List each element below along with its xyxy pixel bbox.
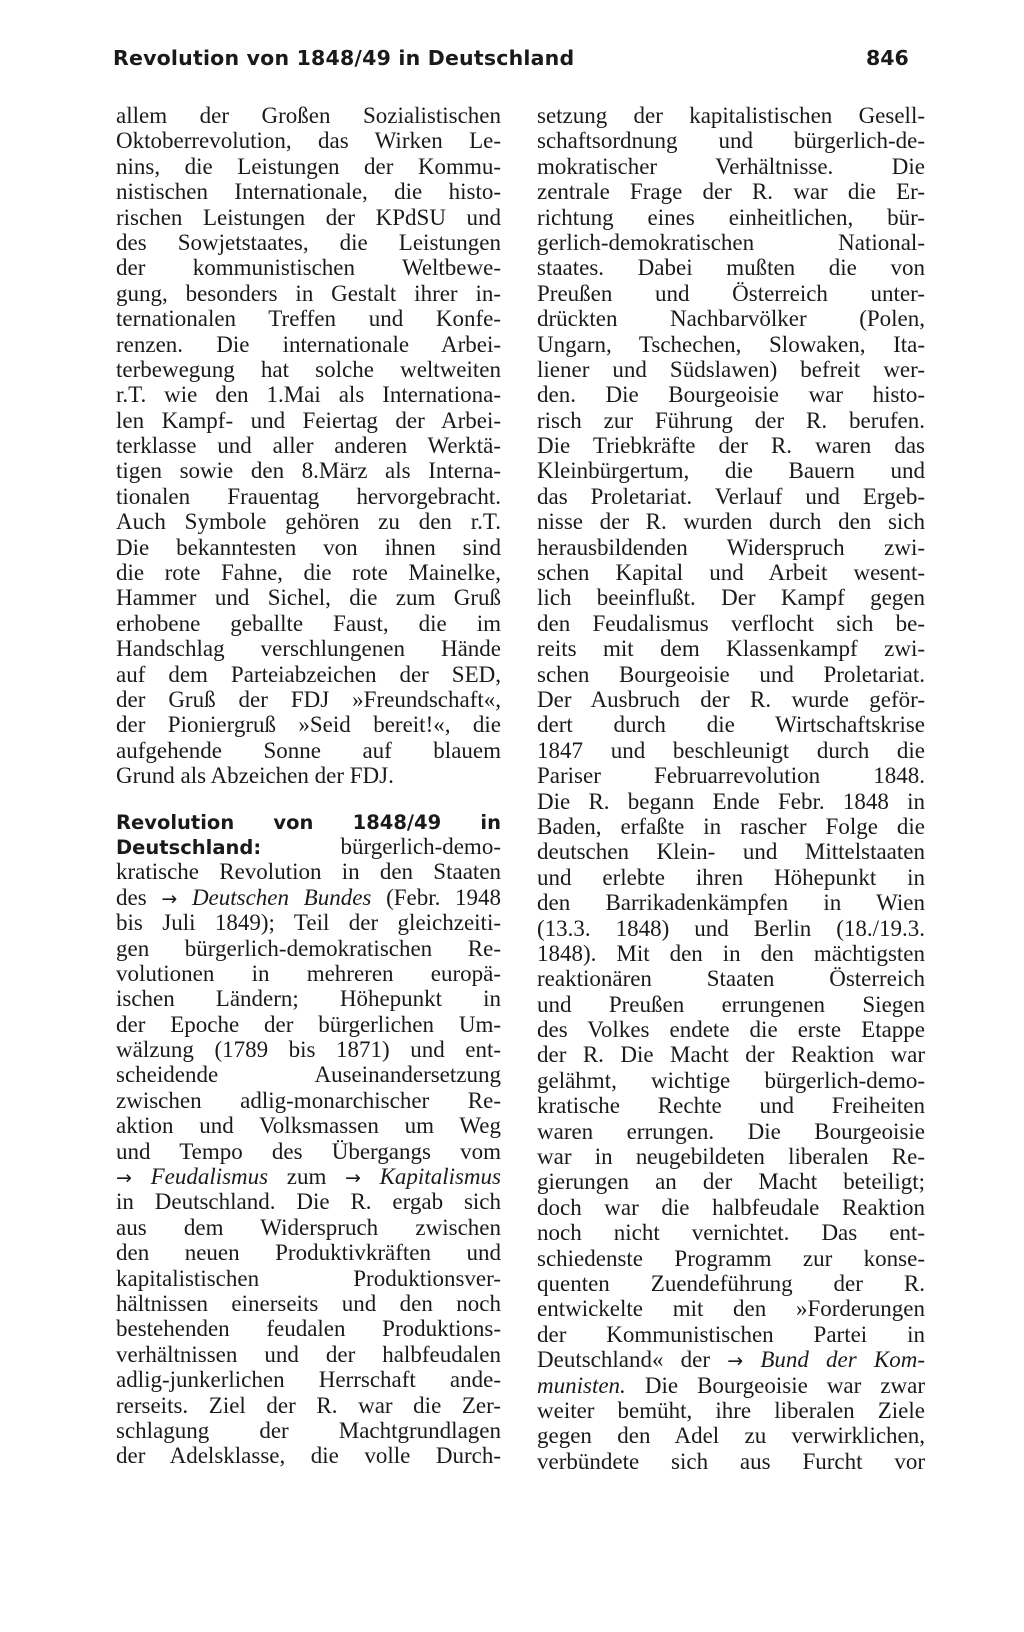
text-line: den neuen Produktivkräften und xyxy=(116,1240,501,1266)
cross-reference-arrow: → xyxy=(727,1350,744,1373)
text-line: 1848). Mit den in den mächtigsten xyxy=(537,940,925,966)
text-line: Handschlag verschlungenen Hände xyxy=(116,636,501,662)
text-line: den Barrikadenkämpfen in Wien xyxy=(537,890,925,916)
text-line: zentrale Frage der R. war die Er- xyxy=(537,179,925,205)
text-line: gen bürgerlich-demokratischen Re- xyxy=(116,935,501,961)
text-line: der Gruß der FDJ »Freundschaft«, xyxy=(116,686,501,712)
text-line: herausbildenden Widerspruch zwi- xyxy=(537,534,925,560)
text-line: lich beeinflußt. Der Kampf gegen xyxy=(537,585,925,611)
text-line: die rote Fahne, die rote Mainelke, xyxy=(116,560,501,586)
text-line: des Volkes endete die erste Etappe xyxy=(537,1017,925,1043)
text-line: (13.3. 1848) und Berlin (18./19.3. xyxy=(537,915,925,941)
right-column xyxy=(537,103,925,1474)
text-line: verbündete sich aus Furcht vor xyxy=(537,1448,925,1474)
text-line: Hammer und Sichel, die zum Gruß xyxy=(116,585,501,611)
text-line: Preußen und Österreich unter- xyxy=(537,280,925,306)
text-line: schaftsordnung und bürgerlich-de- xyxy=(537,128,925,154)
text-line: aktion und Volksmassen um Weg xyxy=(116,1113,501,1139)
text-line: der Pioniergruß »Seid bereit!«, die xyxy=(116,712,501,738)
text-line: schlagung der Machtgrundlagen xyxy=(116,1417,501,1443)
text-line: terklasse und aller anderen Werktä- xyxy=(116,433,501,459)
text-line: schen Kapital und Arbeit wesent- xyxy=(537,560,925,586)
text-line: drückten Nachbarvölker (Polen, xyxy=(537,306,925,332)
text-line: der Kommunistischen Partei in xyxy=(537,1321,925,1347)
text-line: der kommunistischen Weltbewe- xyxy=(116,255,501,281)
text-line: len Kampf- und Feiertag der Arbei- xyxy=(116,407,501,433)
text-line: Pariser Februarrevolution 1848. xyxy=(537,763,925,789)
page-number: 846 xyxy=(866,46,909,70)
running-header-title: Revolution von 1848/49 in Deutschland xyxy=(113,46,575,70)
text-line: gierungen an der Macht beteiligt; xyxy=(537,1169,925,1195)
text-line: mokratischer Verhältnisse. Die xyxy=(537,153,925,179)
previous-entry-continuation xyxy=(116,103,501,789)
text-line: und erlebte ihren Höhepunkt in xyxy=(537,864,925,890)
text-line: gegen den Adel zu verwirklichen, xyxy=(537,1423,925,1449)
entry-line: kratische Revolution in den Staaten xyxy=(116,859,501,885)
cross-reference-link[interactable]: munisten. xyxy=(537,1372,626,1398)
text-line: risch zur Führung der R. berufen. xyxy=(537,407,925,433)
text-line: Ungarn, Tschechen, Slowaken, Ita- xyxy=(537,331,925,357)
entry-line: → Feudalismus zum → Kapitalismus xyxy=(116,1164,501,1190)
text-line: gelähmt, wichtige bürgerlich-demo- xyxy=(537,1067,925,1093)
text-line: 1847 und beschleunigt durch die xyxy=(537,737,925,763)
text-line: den. Die Bourgeoisie war histo- xyxy=(537,382,925,408)
entry-term: Revolution von 1848/49 in xyxy=(116,810,501,834)
text-line: Kleinbürgertum, die Bauern und xyxy=(537,458,925,484)
text-line: ternationalen Treffen und Konfe- xyxy=(116,306,501,332)
text-line: verhältnissen und der halbfeudalen xyxy=(116,1341,501,1367)
entry-line: Deutschland« der → Bund der Kom- xyxy=(537,1347,925,1373)
text-line: in Deutschland. Die R. ergab sich xyxy=(116,1189,501,1215)
text-line: entwickelte mit den »Forderungen xyxy=(537,1296,925,1322)
text-line: gung, besonders in Gestalt ihrer in- xyxy=(116,280,501,306)
text-line: schiedenste Programm zur konse- xyxy=(537,1245,925,1271)
text-line: aufgehende Sonne auf blauem xyxy=(116,737,501,763)
text-line: kratische Rechte und Freiheiten xyxy=(537,1093,925,1119)
text-line: noch nicht vernichtet. Das ent- xyxy=(537,1220,925,1246)
text-line: weiter bemüht, ihre liberalen Ziele xyxy=(537,1397,925,1423)
text-line: quenten Zuendeführung der R. xyxy=(537,1270,925,1296)
text-line: tigen sowie den 8.März als Interna- xyxy=(116,458,501,484)
text-line: nins, die Leistungen der Kommu- xyxy=(116,153,501,179)
text-line: Die R. begann Ende Febr. 1848 in xyxy=(537,788,925,814)
text-line: renzen. Die internationale Arbei- xyxy=(116,331,501,357)
text-line: reaktionären Staaten Österreich xyxy=(537,966,925,992)
text-line: setzung der kapitalistischen Gesell- xyxy=(537,103,925,128)
cross-reference-arrow: → xyxy=(116,1167,132,1190)
text-line: wälzung (1789 bis 1871) und ent- xyxy=(116,1037,501,1063)
text-line: liener und Südslawen) befreit wer- xyxy=(537,356,925,382)
text-line: nistischen Internationale, die histo- xyxy=(116,179,501,205)
text-line: auf dem Parteiabzeichen der SED, xyxy=(116,661,501,687)
text-line: Die Triebkräfte der R. waren das xyxy=(537,433,925,459)
text-line: doch war die halbfeudale Reaktion xyxy=(537,1194,925,1220)
entry-line: munisten. Die Bourgeoisie war zwar xyxy=(537,1372,926,1398)
text-line: kapitalistischen Produktionsver- xyxy=(116,1265,501,1291)
text-line: rischen Leistungen der KPdSU und xyxy=(116,204,501,230)
text-line: Der Ausbruch der R. wurde geför- xyxy=(537,686,925,712)
text-line: bestehenden feudalen Produktions- xyxy=(116,1316,501,1342)
text-line: dert durch die Wirtschaftskrise xyxy=(537,712,925,738)
entry-term: Deutschland: xyxy=(116,835,262,859)
text-line: und Tempo des Übergangs vom xyxy=(116,1138,501,1164)
text-line: deutschen Klein- und Mittelstaaten xyxy=(537,839,925,865)
text-line: den Feudalismus verflocht sich be- xyxy=(537,610,925,636)
text-line: staates. Dabei mußten die von xyxy=(537,255,925,281)
text-line: der R. Die Macht der Reaktion war xyxy=(537,1042,925,1068)
text-line: das Proletariat. Verlauf und Ergeb- xyxy=(537,483,925,509)
text-line: terbewegung hat solche weltweiten xyxy=(116,356,501,382)
text-line: scheidende Auseinandersetzung xyxy=(116,1062,501,1088)
text-line: war in neugebildeten liberalen Re- xyxy=(537,1144,925,1170)
text-line: Grund als Abzeichen der FDJ. xyxy=(116,763,394,789)
cross-reference-arrow: → xyxy=(345,1167,361,1190)
cross-reference-link[interactable]: Deutschen Bundes xyxy=(191,884,372,910)
text-line: adlig-junkerlichen Herrschaft ande- xyxy=(116,1367,501,1393)
text-line: der Adelsklasse, die volle Durch- xyxy=(116,1443,501,1469)
text-line: der Epoche der bürgerlichen Um- xyxy=(116,1011,501,1037)
text-line: allem der Großen Sozialistischen xyxy=(116,103,501,128)
text-line: schen Bourgeoisie und Proletariat. xyxy=(537,661,925,687)
text-line: hältnissen einerseits und den noch xyxy=(116,1290,501,1316)
text-line: zwischen adlig-monarchischer Re- xyxy=(116,1087,501,1113)
text-line: Die bekanntesten von ihnen sind xyxy=(116,534,501,560)
text-line: und Preußen errungenen Siegen xyxy=(537,991,925,1017)
text-line: waren errungen. Die Bourgeoisie xyxy=(537,1118,925,1144)
text-line: bis Juli 1849); Teil der gleichzeiti- xyxy=(116,910,501,936)
text-line: reits mit dem Klassenkampf zwi- xyxy=(537,636,925,662)
entry-line: des → Deutschen Bundes (Febr. 1948 xyxy=(116,884,502,910)
cross-reference-arrow: → xyxy=(161,887,178,910)
text-line: volutionen in mehreren europä- xyxy=(116,960,501,986)
left-column xyxy=(116,103,501,1469)
entry-line xyxy=(116,809,501,834)
text-line: rerseits. Ziel der R. war die Zer- xyxy=(116,1392,501,1418)
text-line: aus dem Widerspruch zwischen xyxy=(116,1214,501,1240)
cross-reference-link[interactable]: Bund der Kom- xyxy=(760,1347,925,1373)
text-line: r.T. wie den 1.Mai als Internationa- xyxy=(116,382,501,408)
entry-line: Deutschland: bürgerlich-demo- xyxy=(116,833,501,859)
text-line: ischen Ländern; Höhepunkt in xyxy=(116,986,501,1012)
entry-revolution-1848 xyxy=(116,809,501,1469)
text-line: Baden, erfaßte in rascher Folge die xyxy=(537,813,925,839)
text-line: richtung eines einheitlichen, bür- xyxy=(537,204,925,230)
text-line: erhobene geballte Faust, die im xyxy=(116,610,501,636)
cross-reference-link[interactable]: Kapitalismus xyxy=(379,1164,501,1190)
text-line: tionalen Frauentag hervorgebracht. xyxy=(116,483,501,509)
text-line: gerlich-demokratischen National- xyxy=(537,229,925,255)
text-line: Oktoberrevolution, das Wirken Le- xyxy=(116,128,501,154)
text-line: des Sowjetstaates, die Leistungen xyxy=(116,229,501,255)
text-line: nisse der R. wurden durch den sich xyxy=(537,509,925,535)
cross-reference-link[interactable]: Feudalismus xyxy=(150,1164,269,1190)
text-line: Auch Symbole gehören zu den r.T. xyxy=(116,509,501,535)
